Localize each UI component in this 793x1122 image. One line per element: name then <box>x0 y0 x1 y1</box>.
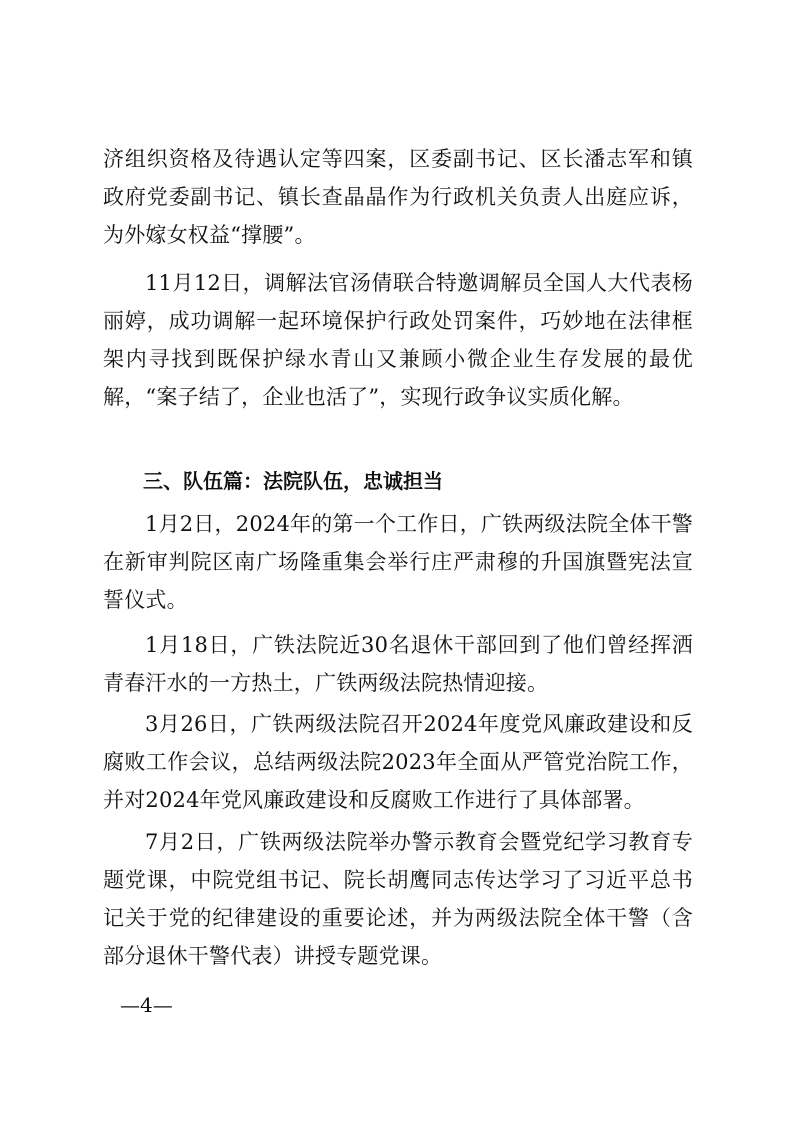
paragraph-retired-cadres: 1月18日，广铁法院近30名退休干部回到了他们曾经挥洒青春汗水的一方热土，广铁两级法院热情迎接。 <box>103 633 693 695</box>
paragraph-anti-corruption-meeting: 3月26日，广铁两级法院召开2024年度党风廉政建设和反腐败工作会议，总结两级法院2023年全面从严管党治院工作，并对2024年党风廉政建设和反腐败工作进行了具体部署。 <box>103 712 693 812</box>
paragraph-continuation: 济组织资格及待遇认定等四案，区委副书记、区长潘志军和镇政府党委副书记、镇长查晶晶作为行政机关负责人出庭应诉，为外嫁女权益“撑腰”。 <box>103 147 693 247</box>
page-number: —4— <box>120 993 173 1017</box>
paragraph-mediation-case: 11月12日，调解法官汤倩联合特邀调解员全国人大代表杨丽婷，成功调解一起环境保护行政处罚案件，巧妙地在法律框架内寻找到既保护绿水青山又兼顾小微企业生存发展的最优解，“案子结了，企业也活了”，实现行政争议实质化解。 <box>103 271 693 409</box>
paragraph-party-lesson: 7月2日，广铁两级法院举办警示教育会暨党纪学习教育专题党课，中院党组书记、院长胡鹰同志传达学习了习近平总书记关于党的纪律建设的重要论述，并为两级法院全体干警（含部分退休干警代表）讲授专题党课。 <box>103 830 693 968</box>
section-heading: 三、队伍篇：法院队伍，忠诚担当 <box>143 469 443 493</box>
paragraph-flag-ceremony: 1月2日，2024年的第一个工作日，广铁两级法院全体干警在新审判院区南广场隆重集会举行庄严肃穆的升国旗暨宪法宣誓仪式。 <box>103 512 693 612</box>
